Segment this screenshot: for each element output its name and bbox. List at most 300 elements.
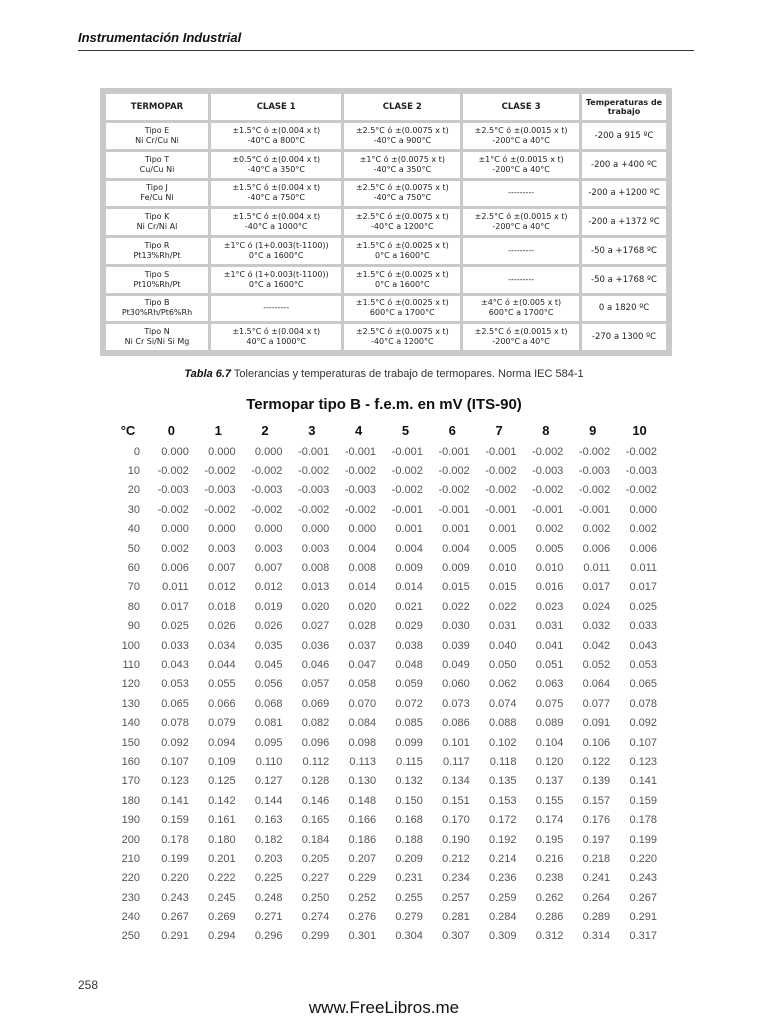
tolerance-cell-c1 [211, 209, 341, 235]
fem-value-cell: 0.225 [254, 872, 283, 885]
fem-value-cell: 0.109 [208, 755, 236, 768]
cell-line: Ni Cr/Ni Al [136, 222, 178, 232]
cell-line: ±1°C ó (1+0.003(t-1100)) [223, 269, 329, 279]
cell-line: Tipo N [144, 327, 170, 337]
fem-value-cell: 0.010 [535, 562, 564, 575]
cell-line: Pt30%Rh/Pt6%Rh [121, 308, 193, 318]
fem-value-cell: 0.050 [488, 658, 517, 671]
cell-line: Tipo R [144, 240, 170, 250]
fem-value-cell: 0.151 [442, 794, 470, 807]
cell-line: Tipo B [144, 298, 170, 308]
cell-line: -40°C a 1200°C [371, 222, 434, 232]
fem-value-cell: -0.002 [438, 484, 470, 497]
fem-row-temperature: 180 [121, 794, 140, 807]
cell-line: --------- [263, 303, 290, 313]
fem-row [108, 888, 663, 907]
cell-line: ±2.5°C ó ±(0.0075 x t) [355, 212, 449, 222]
fem-value-cell: 0.039 [442, 639, 470, 652]
fem-value-cell: -0.002 [204, 465, 236, 478]
fem-value-cell: 0.309 [488, 930, 517, 943]
fem-value-cell: 0.123 [161, 775, 189, 788]
fem-value-cell: -0.003 [532, 465, 564, 478]
fem-value-cell: 0.238 [535, 872, 564, 885]
fem-value-cell: 0.220 [161, 872, 189, 885]
tolerance-cell-c1 [211, 123, 341, 149]
tolerance-cell-c3 [463, 238, 579, 264]
fem-row [108, 617, 663, 636]
fem-value-cell: 0.043 [629, 639, 657, 652]
fem-value-cell: 0.178 [161, 833, 189, 846]
tolerance-row [106, 123, 666, 149]
fem-value-cell: 0.000 [254, 445, 283, 458]
fem-value-cell: 0.035 [254, 639, 283, 652]
tolerance-cell-termopar [106, 296, 208, 322]
fem-value-cell: 0.227 [301, 872, 330, 885]
fem-col-header: 7 [495, 422, 503, 438]
cell-line: 0°C a 1600°C [375, 250, 430, 260]
fem-value-cell: 0.159 [629, 794, 657, 807]
fem-row-temperature: 70 [127, 581, 140, 594]
fem-value-cell: -0.002 [157, 465, 189, 478]
cell-line: ±1.5°C ó ±(0.004 x t) [232, 212, 321, 222]
fem-value-cell: 0.182 [254, 833, 283, 846]
tolerance-table [103, 91, 669, 353]
cell-line: ±1.5°C ó ±(0.004 x t) [232, 327, 321, 337]
fem-col-header: 10 [632, 422, 647, 438]
fem-value-cell: 0.123 [629, 755, 657, 768]
fem-value-cell: 0.015 [488, 581, 517, 594]
fem-value-cell: 0.066 [208, 697, 236, 710]
fem-value-cell: 0.004 [395, 542, 423, 555]
fem-value-cell: 0.013 [301, 581, 330, 594]
fem-value-cell: 0.006 [582, 542, 611, 555]
fem-value-cell: -0.001 [485, 445, 517, 458]
fem-row-temperature: 150 [121, 736, 140, 749]
header-divider [78, 50, 694, 51]
fem-value-cell: 0.236 [488, 872, 517, 885]
fem-row [108, 520, 663, 539]
cell-line: Tipo S [144, 269, 170, 279]
fem-row [108, 927, 663, 946]
fem-value-cell: 0.025 [161, 620, 189, 633]
fem-value-cell: 0.014 [348, 581, 377, 594]
fem-value-cell: 0.018 [208, 600, 236, 613]
fem-value-cell: 0.274 [301, 911, 330, 924]
fem-value-cell: 0.006 [161, 562, 189, 575]
fem-value-cell: 0.284 [488, 911, 517, 924]
fem-value-cell: 0.004 [442, 542, 470, 555]
fem-value-cell: 0.095 [254, 736, 283, 749]
fem-value-cell: 0.007 [254, 562, 283, 575]
tolerance-cell-c3 [463, 123, 579, 149]
tolerance-cell-c2 [344, 152, 460, 178]
fem-row-temperature: 10 [127, 465, 140, 478]
fem-value-cell: 0.291 [161, 930, 189, 943]
fem-value-cell: 0.075 [535, 697, 564, 710]
fem-value-cell: 0.218 [582, 852, 611, 865]
fem-value-cell: 0.122 [582, 755, 611, 768]
fem-value-cell: -0.002 [157, 503, 189, 516]
fem-value-cell: 0.001 [395, 523, 423, 536]
cell-line: ±0.5°C ó ±(0.004 x t) [232, 154, 321, 164]
tolerance-cell-temp: -200 a +400 ºC [582, 152, 666, 178]
fem-value-cell: 0.040 [488, 639, 517, 652]
tolerance-cell-termopar [106, 123, 208, 149]
cell-line: ±1°C ó (1+0.003(t-1100)) [223, 240, 329, 250]
fem-value-cell: 0.048 [395, 658, 423, 671]
fem-value-cell: 0.107 [161, 755, 189, 768]
tolerance-row [106, 267, 666, 293]
fem-row [108, 558, 663, 577]
fem-value-cell: 0.058 [348, 678, 377, 691]
fem-value-cell: 0.197 [582, 833, 611, 846]
fem-value-cell: 0.186 [348, 833, 377, 846]
cell-line: ±2.5°C ó ±(0.0075 x t) [355, 183, 449, 193]
fem-value-cell: 0.032 [582, 620, 611, 633]
fem-value-cell: 0.141 [161, 794, 189, 807]
cell-line: Fe/Cu Ni [140, 193, 174, 203]
col-header-clase-1: CLASE 1 [211, 94, 341, 120]
tolerance-row [106, 238, 666, 264]
fem-value-cell: 0.019 [254, 600, 283, 613]
fem-value-cell: 0.155 [535, 794, 564, 807]
fem-value-cell: 0.028 [348, 620, 377, 633]
tolerance-cell-c2 [344, 123, 460, 149]
fem-value-cell: 0.094 [208, 736, 236, 749]
tolerance-cell-c3 [463, 324, 579, 350]
fem-value-cell: 0.024 [582, 600, 611, 613]
fem-value-cell: 0.312 [535, 930, 564, 943]
fem-row-temperature: 110 [122, 658, 140, 671]
fem-value-cell: 0.222 [208, 872, 236, 885]
fem-row [108, 694, 663, 713]
fem-value-cell: 0.207 [348, 852, 377, 865]
fem-value-cell: -0.003 [157, 484, 189, 497]
fem-value-cell: 0.199 [629, 833, 657, 846]
fem-value-cell: 0.062 [488, 678, 517, 691]
fem-row [108, 713, 663, 732]
fem-value-cell: -0.001 [344, 445, 377, 458]
fem-value-cell: 0.137 [535, 775, 564, 788]
fem-value-cell: 0.000 [301, 523, 330, 536]
tolerance-cell-temp: -200 a +1200 ºC [582, 181, 666, 207]
fem-row-temperature: 230 [121, 891, 140, 904]
fem-value-cell: 0.234 [442, 872, 470, 885]
fem-value-cell: 0.002 [161, 542, 189, 555]
fem-row [108, 461, 663, 480]
fem-value-cell: 0.077 [582, 697, 611, 710]
fem-value-cell: 0.195 [535, 833, 564, 846]
cell-line: --------- [508, 245, 535, 255]
fem-col-header: 0 [167, 422, 176, 438]
fem-row-temperature: 190 [121, 814, 140, 827]
cell-line: ±1.5°C ó ±(0.004 x t) [232, 183, 321, 193]
tolerance-cell-c1 [211, 181, 341, 207]
fem-col-header: 1 [214, 422, 222, 438]
fem-row [108, 539, 663, 558]
fem-value-cell: 0.203 [254, 852, 283, 865]
fem-value-cell: 0.178 [629, 814, 657, 827]
fem-value-cell: 0.037 [348, 639, 377, 652]
fem-value-cell: 0.286 [535, 911, 564, 924]
fem-value-cell: 0.086 [442, 717, 470, 730]
fem-value-cell: 0.110 [255, 755, 283, 768]
fem-value-cell: -0.002 [344, 465, 377, 478]
fem-value-cell: 0.020 [301, 600, 330, 613]
cell-line: ±2.5°C ó ±(0.0015 x t) [474, 212, 568, 222]
fem-value-cell: 0.259 [488, 891, 517, 904]
fem-value-cell: 0.001 [488, 523, 517, 536]
fem-value-cell: 0.009 [395, 562, 423, 575]
tolerance-row [106, 152, 666, 178]
fem-col-header: 5 [401, 422, 410, 438]
fem-row-temperature: 0 [133, 445, 140, 458]
fem-value-cell: -0.002 [485, 484, 517, 497]
fem-row [108, 810, 663, 829]
fem-value-cell: 0.053 [161, 678, 189, 691]
fem-value-cell: 0.281 [442, 911, 470, 924]
fem-value-cell: 0.008 [301, 562, 330, 575]
fem-value-cell: -0.002 [391, 484, 423, 497]
cell-line: -200°C a 40°C [492, 164, 550, 174]
fem-value-cell: 0.016 [535, 581, 564, 594]
fem-value-cell: 0.001 [442, 523, 470, 536]
fem-value-cell: 0.033 [161, 639, 189, 652]
fem-value-cell: 0.052 [582, 658, 611, 671]
cell-line: ±1.5°C ó ±(0.004 x t) [232, 125, 321, 135]
fem-value-cell: 0.073 [442, 697, 470, 710]
fem-value-cell: 0.192 [488, 833, 517, 846]
cell-line: ±1.5°C ó ±(0.0025 x t) [355, 240, 449, 250]
cell-line: -40°C a 350°C [373, 164, 432, 174]
fem-value-cell: 0.245 [208, 891, 236, 904]
fem-value-cell: 0.000 [348, 523, 377, 536]
fem-value-cell: -0.001 [298, 445, 330, 458]
fem-row [108, 907, 663, 926]
fem-table-body [108, 442, 663, 946]
fem-value-cell: 0.023 [535, 600, 564, 613]
fem-col-header: 2 [261, 422, 269, 438]
fem-row [108, 675, 663, 694]
fem-value-cell: 0.010 [488, 562, 517, 575]
fem-value-cell: -0.001 [532, 503, 564, 516]
caption-label: Tabla 6.7 [184, 368, 232, 380]
fem-value-cell: 0.291 [629, 911, 657, 924]
fem-value-cell: 0.304 [395, 930, 423, 943]
fem-value-cell: 0.255 [395, 891, 423, 904]
tolerance-cell-c1 [211, 238, 341, 264]
tolerance-cell-temp: -200 a +1372 ºC [582, 209, 666, 235]
fem-row-temperature: 120 [121, 678, 140, 691]
fem-value-cell: 0.000 [254, 523, 283, 536]
fem-row [108, 597, 663, 616]
fem-value-cell: 0.101 [442, 736, 470, 749]
fem-value-cell: 0.009 [442, 562, 470, 575]
tolerance-table-body [106, 123, 666, 350]
fem-value-cell: 0.011 [630, 562, 657, 575]
fem-value-cell: 0.038 [395, 639, 423, 652]
fem-value-cell: 0.099 [395, 736, 423, 749]
tolerance-cell-c3 [463, 181, 579, 207]
fem-value-cell: 0.003 [301, 542, 330, 555]
fem-value-cell: 0.241 [582, 872, 611, 885]
fem-value-cell: 0.307 [442, 930, 470, 943]
fem-value-cell: 0.299 [301, 930, 330, 943]
fem-value-cell: -0.002 [298, 503, 330, 516]
fem-value-cell: 0.044 [208, 658, 236, 671]
fem-row-temperature: 100 [121, 639, 140, 652]
tolerance-cell-c3 [463, 267, 579, 293]
fem-value-cell: 0.003 [254, 542, 283, 555]
fem-value-cell: 0.118 [489, 755, 517, 768]
fem-value-cell: 0.000 [161, 445, 189, 458]
fem-table-title: Termopar tipo B - f.e.m. en mV (ITS-90) [246, 396, 522, 413]
cell-line: Ni Cr/Cu Ni [135, 135, 179, 145]
tolerance-cell-c2 [344, 296, 460, 322]
cell-line: 600°C a 1700°C [488, 308, 554, 318]
fem-value-cell: 0.034 [208, 639, 236, 652]
fem-value-cell: 0.070 [348, 697, 377, 710]
fem-row-temperature: 40 [127, 523, 140, 536]
fem-value-cell: 0.084 [348, 717, 377, 730]
fem-value-cell: 0.243 [629, 872, 657, 885]
col-header-clase-3: CLASE 3 [463, 94, 579, 120]
tolerance-cell-temp: -270 a 1300 ºC [582, 324, 666, 350]
fem-value-cell: -0.003 [625, 465, 657, 478]
fem-value-cell: 0.053 [629, 658, 657, 671]
fem-row [108, 830, 663, 849]
fem-value-cell: 0.267 [161, 911, 189, 924]
fem-value-cell: 0.003 [208, 542, 236, 555]
cell-line: Tipo K [144, 212, 170, 222]
col-header-termopar: TERMOPAR [106, 94, 208, 120]
tolerance-row [106, 324, 666, 350]
footer-url: www.FreeLibros.me [308, 998, 460, 1017]
fem-row [108, 772, 663, 791]
fem-value-cell: -0.003 [578, 465, 611, 478]
fem-value-cell: 0.004 [348, 542, 377, 555]
fem-value-cell: -0.003 [251, 484, 283, 497]
tolerance-row [106, 181, 666, 207]
fem-value-cell: 0.104 [535, 736, 564, 749]
cell-line: Ni Cr Si/Ni Si Mg [124, 337, 190, 347]
fem-value-cell: 0.134 [442, 775, 470, 788]
fem-value-cell: 0.005 [535, 542, 564, 555]
fem-value-cell: 0.301 [348, 930, 377, 943]
fem-value-cell: 0.112 [302, 755, 330, 768]
tolerance-cell-temp: -50 a +1768 ºC [582, 267, 666, 293]
fem-value-cell: 0.022 [442, 600, 470, 613]
fem-value-cell: 0.046 [301, 658, 330, 671]
fem-value-cell: 0.279 [395, 911, 423, 924]
fem-value-cell: 0.041 [535, 639, 564, 652]
cell-line: ±2.5°C ó ±(0.0015 x t) [474, 327, 568, 337]
cell-line: --------- [508, 274, 535, 284]
cell-line: ±4°C ó ±(0.005 x t) [481, 298, 562, 308]
fem-value-cell: 0.069 [301, 697, 330, 710]
fem-value-cell: 0.055 [208, 678, 236, 691]
fem-value-cell: 0.229 [348, 872, 377, 885]
tolerance-row [106, 296, 666, 322]
fem-row [108, 442, 663, 461]
fem-col-header: 6 [448, 422, 456, 438]
fem-row-temperature: 250 [121, 930, 140, 943]
tolerance-cell-c1 [211, 152, 341, 178]
fem-value-cell: 0.022 [488, 600, 517, 613]
fem-value-cell: -0.002 [625, 484, 657, 497]
fem-value-cell: 0.002 [535, 523, 564, 536]
fem-value-cell: 0.188 [395, 833, 423, 846]
fem-value-cell: 0.135 [488, 775, 517, 788]
fem-value-cell: 0.107 [629, 736, 657, 749]
fem-value-cell: 0.184 [301, 833, 330, 846]
fem-value-cell: 0.113 [349, 755, 377, 768]
fem-value-cell: 0.243 [161, 891, 189, 904]
fem-value-cell: 0.163 [254, 814, 283, 827]
fem-value-cell: 0.006 [629, 542, 657, 555]
fem-value-cell: 0.170 [442, 814, 470, 827]
fem-row [108, 733, 663, 752]
fem-value-cell: 0.176 [582, 814, 611, 827]
fem-value-cell: 0.231 [395, 872, 423, 885]
fem-row [108, 849, 663, 868]
fem-value-cell: 0.220 [629, 852, 657, 865]
fem-value-cell: 0.030 [442, 620, 470, 633]
tolerance-cell-temp: -50 a +1768 ºC [582, 238, 666, 264]
fem-value-cell: 0.027 [301, 620, 330, 633]
fem-row [108, 481, 663, 500]
tolerance-cell-c2 [344, 267, 460, 293]
fem-value-cell: 0.033 [629, 620, 657, 633]
caption-text: Tolerancias y temperaturas de trabajo de termopares. Norma IEC 584-1 [231, 368, 584, 380]
fem-value-cell: 0.005 [488, 542, 517, 555]
fem-row [108, 752, 663, 771]
fem-value-cell: -0.003 [204, 484, 236, 497]
fem-value-cell: 0.079 [208, 717, 236, 730]
fem-value-cell: -0.002 [251, 465, 283, 478]
fem-value-cell: -0.002 [438, 465, 470, 478]
fem-value-cell: 0.289 [582, 911, 611, 924]
fem-value-cell: 0.056 [254, 678, 283, 691]
running-header-title: Instrumentación Industrial [78, 30, 242, 45]
fem-value-cell: 0.045 [254, 658, 283, 671]
tolerance-cell-termopar [106, 267, 208, 293]
fem-value-cell: 0.072 [395, 697, 423, 710]
fem-value-cell: 0.096 [301, 736, 330, 749]
fem-value-cell: 0.130 [348, 775, 377, 788]
fem-value-cell: -0.002 [532, 445, 564, 458]
cell-line: ±1.5°C ó ±(0.0025 x t) [355, 269, 449, 279]
tolerance-cell-termopar [106, 209, 208, 235]
fem-value-cell: 0.012 [208, 581, 236, 594]
fem-value-cell: 0.141 [629, 775, 657, 788]
fem-value-cell: -0.001 [578, 503, 611, 516]
fem-value-cell: 0.098 [348, 736, 377, 749]
cell-line: -40°C a 1000°C [244, 222, 308, 232]
fem-value-cell: 0.092 [629, 717, 657, 730]
tolerance-cell-termopar [106, 324, 208, 350]
tolerance-cell-c2 [344, 181, 460, 207]
fem-value-cell: 0.106 [582, 736, 611, 749]
fem-value-cell: -0.003 [344, 484, 377, 497]
fem-row-temperature: 60 [127, 562, 140, 575]
fem-row-temperature: 220 [121, 872, 140, 885]
tolerance-cell-c2 [344, 324, 460, 350]
fem-row-temperature: 30 [127, 503, 140, 516]
fem-value-cell: 0.002 [582, 523, 611, 536]
fem-value-cell: 0.026 [208, 620, 236, 633]
fem-value-cell: 0.049 [442, 658, 470, 671]
